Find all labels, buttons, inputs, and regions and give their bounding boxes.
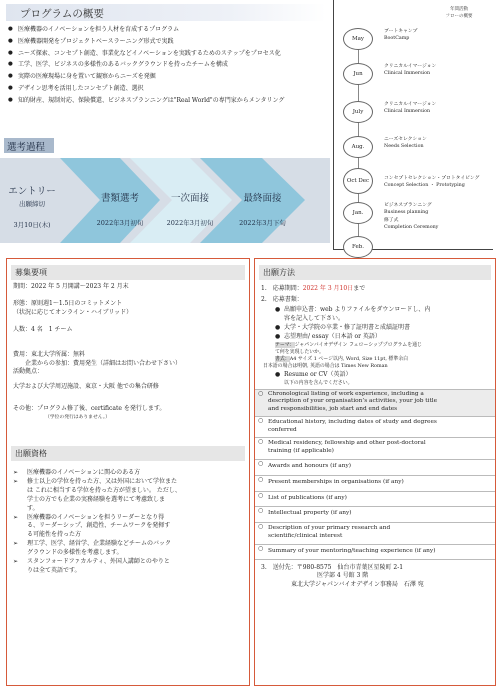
overview-item: ● 医療機器のイノベーションを担う人材を育成するプログラム (8, 24, 333, 36)
send-address (255, 560, 495, 590)
stage-date: 3月10日(木) (13, 221, 51, 229)
qualifications-list (7, 461, 249, 576)
overview-item: ● 実際の医療現場に身を置いて観察からニーズを発掘 (8, 71, 333, 83)
cv-item: ○ Description of your primary research and scientific/clinical interest (255, 523, 495, 544)
stage-date: 2022年3月初旬 (96, 219, 144, 227)
recruitment-line: 人数：4 名 1 チーム (13, 325, 73, 333)
send-line: 3. 送付先：〒980-8575 仙台市青葉区星陵町 2-1 (261, 563, 404, 571)
overview-item: ● ニーズ探索、コンセプト創造、事業化などイノベーションを実践するためのステップをプロセス化 (8, 48, 333, 60)
doc-theme: テーマ：ジャパンバイオデザイン フェローシッププログラムを通じ (275, 342, 422, 348)
overview-item: ● 知的財産、規制対応、保険償還、ビジネスプランニングは"Real World"の専門家からメンタリング (8, 95, 333, 107)
application-docs-label: 2. 応募書類： (261, 295, 303, 303)
application-title: 出願方法 (259, 265, 491, 280)
timeline-step: クリニカルイマージョン Clinical Immersion (384, 102, 437, 114)
recruitment-gap (13, 334, 243, 351)
recruitment-note: （学位の発行はありません。） (45, 414, 111, 420)
recruitment-line: 費用：東北大学所属：無料 (13, 351, 86, 358)
qualifications-title: 出願資格 (11, 446, 245, 461)
timeline-month: Jan. (343, 202, 373, 224)
cv-item: ○ Summary of your mentoring/teaching experience (if any) (255, 545, 495, 559)
timeline-step: ブートキャンプ BootCamp (384, 29, 418, 41)
overview-item: ● デザイン思考を活用したコンセプト創造、選択 (8, 83, 333, 95)
timeline-month: May (343, 28, 373, 50)
recruitment-line: 形態：原則週1～1.5日のコミットメント (13, 300, 123, 307)
overview-title: プログラムの概要 (6, 4, 326, 21)
stage-sub: 出願締切 (19, 200, 45, 208)
send-line: 医学部 4 号館 3 階 (317, 572, 369, 580)
stage-name: エントリー (8, 186, 56, 197)
stage-entry (2, 183, 62, 229)
cv-item: ○ Chronological listing of work experience, including a description of your organisation’s activities, your job title and responsibilities, job start and end dates (255, 390, 495, 416)
recruitment-line: その他：プログラム修了後、certificate を発行します。 (13, 405, 166, 412)
recruitment-gap (13, 292, 243, 301)
recruitment-panel (6, 258, 250, 686)
cv-item: ○ Medical residency, fellowship and other post-doctoral training (if applicable) (255, 438, 495, 459)
timeline-step: クリニカルイマージョン Clinical Immersion (384, 64, 437, 76)
selection-title: 選考過程 (4, 138, 54, 153)
doc-item: ● 志望理由/ essay（日本語 or 英語） (275, 332, 381, 340)
stage-name: 最終面接 (243, 193, 282, 204)
stage-date: 2022年3月下旬 (239, 219, 286, 227)
cv-list (255, 389, 495, 560)
stage-name: 書類選考 (100, 193, 139, 204)
doc-item: ● 出願申込書：web よりファイルをダウンロードし、内 容を記入して下さい。 (275, 306, 431, 322)
application-panel (254, 258, 496, 686)
stage-name: 一次面接 (170, 193, 209, 204)
timeline-step: コンセプトセレクション・プロトタイピング Concept Selection ・ Prototyping (384, 176, 480, 188)
stage-document (80, 190, 160, 227)
timeline-month: Aug. (343, 136, 373, 158)
recruitment-line: 大学および大学周辺施設、東京・大阪 他での集合研修 (13, 382, 159, 390)
application-period: 1. 応募期間：2022 年 3 月10日まで (261, 285, 366, 292)
application-docs (261, 306, 489, 387)
timeline-border (333, 0, 334, 250)
cv-item: ○ List of publications (if any) (255, 492, 495, 507)
qualification-item: ➢ スタンフォードファカルティ、外国人講師とのやりと りは全て英語です。 (11, 558, 245, 576)
stage-final-interview (220, 190, 305, 227)
overview-item: ● 医療機器開発をプロジェクトベースラーニング形式で実践 (8, 36, 333, 48)
recruitment-line: 期間：2022 年 5 月開講～2023 年 2 月末 (13, 283, 129, 290)
send-line: 東北大学ジャパンバイオデザイン事務局 石澤 宛 (291, 580, 424, 588)
timeline-month: Oct Dec (343, 168, 373, 194)
recruitment-gap (13, 317, 243, 326)
cv-item: ○ Intellectual property (if any) (255, 507, 495, 522)
application-body (255, 280, 495, 387)
timeline-step: 修了式 Completion Ceremony (384, 218, 439, 230)
overview-list (8, 24, 333, 107)
recruitment-line: 企業からの参加：費用発生（詳細はお問い合わせ下さい） (13, 359, 182, 367)
recruitment-line: 活動拠点： (13, 368, 44, 375)
recruitment-body (7, 280, 249, 422)
doc-format: 書式：A4 サイズ 1 ページ以内, Word, Size 11pt, 標準余白 (275, 356, 408, 362)
doc-lang-note: 日本語の場合は明朝, 英語の場合は Times New Roman (263, 363, 388, 369)
qualification-item: ➢ 医療機器のイノベーションを担うリーダーとなり得 る、リーダーシップ、創造性、チームワークを発揮す る可能性を持った方 (11, 514, 245, 541)
stage-date: 2022年3月初旬 (166, 219, 214, 227)
timeline-month: July (343, 101, 373, 123)
qualification-item: ➢ 医療機器のイノベーションに関心のある方 (11, 469, 245, 478)
timeline-month: Jun (343, 63, 373, 85)
cv-item: ○ Present memberships in organisations (if any) (255, 476, 495, 491)
timeline-month: Feb. (343, 236, 373, 258)
timeline-step: ビジネスプランニング Business planning (384, 203, 432, 215)
overview-item: ● 工学、医学、ビジネスの多様性のあるバックグラウンドを持ったチームを構成 (8, 59, 333, 71)
stage-first-interview (150, 190, 230, 227)
doc-theme-2: て何を実現したいか。 (275, 349, 324, 355)
timeline-heading: 年間活動 フローの概要 (445, 7, 473, 19)
recruitment-line: （状況に応じてオンライン・ハイブリッド） (13, 308, 133, 316)
recruitment-gap (13, 391, 243, 405)
doc-item: ● 大学・大学院の卒業・修了証明書と成績証明書 (275, 324, 411, 331)
timeline-step: ニーズセレクション Needs Selection (384, 137, 427, 149)
recruitment-title: 募集要項 (11, 265, 245, 280)
doc-item: ● Resume or CV（英語） (275, 371, 352, 378)
qualification-item: ➢ 理工学、医学、経営学、企業経験などチームのバック グラウンドの多様性を考慮します。 (11, 540, 245, 558)
cv-item: ○ Awards and honours (if any) (255, 460, 495, 475)
cv-item: ○ Educational history, including dates of study and degrees conferred (255, 417, 495, 438)
doc-cv-note: 以下の内容を含んでください。 (284, 379, 353, 386)
qualification-item: ➢ 修士以上の学位を持った方、又は外国において学位また は これに相当する学位を持った方が望ましい。 ただし、 学士の方でも企業の実務経験を選考にて考慮致しま す。 (11, 478, 245, 514)
